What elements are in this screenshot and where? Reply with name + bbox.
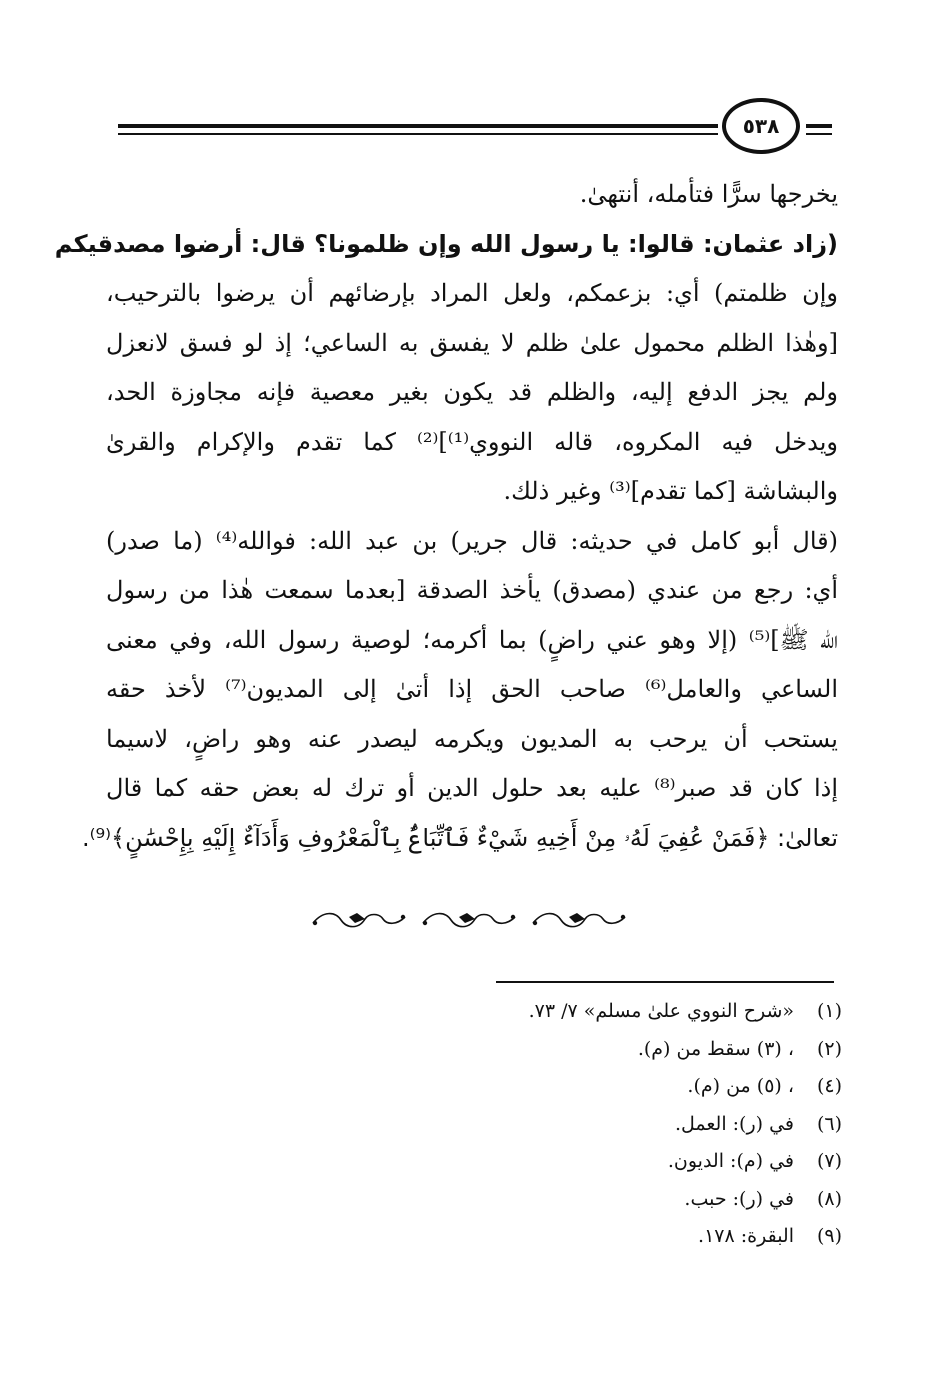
text-line-1: يخرجها سرًّا فتأمله، أنتهىٰ. [579, 180, 838, 208]
page-number: ٥٣٨ [742, 114, 780, 138]
footnote-item [442, 993, 842, 1031]
text-line-3: وإن ظلمتم) أي: بزعمكم، ولعل المراد بإرضائهم أن يرضوا بالترحيب، [106, 279, 838, 307]
text-line-4: [وهٰذا الظلم محمول علىٰ ظلم لا يفسق به الساعي؛ إذ لو فسق لانعزل [106, 328, 838, 357]
footnote-separator [496, 981, 834, 983]
ornament-flourish-icon [419, 905, 519, 935]
footnote-text: في (ر): حبب. [684, 1187, 794, 1210]
footnote-item [442, 1218, 842, 1256]
text-line-12: يستحب أن يرحب به المديون ويكرمه ليصدر عنه وهو راضٍ، لاسيما [106, 724, 838, 753]
footnote-text: في (م): الديون. [667, 1150, 794, 1172]
text-line-5: ولم يجز الدفع إليه، والظلم قد يكون بغير معصية فإنه مجاوزة الحد، [106, 378, 838, 406]
footnote-number: (٦) [816, 1112, 842, 1135]
footnote-item [442, 1106, 842, 1144]
text-line-13: إذا كان قد صبر⁽⁸⁾ عليه بعد حلول الدين أو ترك له بعض حقه كما قال [106, 774, 838, 802]
text-line-14: تعالىٰ: ﴿فَمَنْ عُفِيَ لَهُۥ مِنْ أَخِيهِ شَيْءٌ فَٱتِّبَاعٌۢ بِٱلْمَعْرُوفِ وَأَدَآءٌ إِلَيْهِ بِإِحْسَٰنٍ﴾⁽⁹⁾. [81, 823, 838, 852]
footnote-number: (٩) [816, 1225, 842, 1247]
footnote-item [442, 1143, 842, 1181]
page-header [118, 98, 832, 160]
section-divider-ornament [306, 900, 632, 940]
text-line-9: أي: رجع من عندي (مصدق) يأخذ الصدقة [بعدما سمعت هٰذا من رسول [106, 576, 838, 604]
footnotes [442, 993, 842, 1256]
footnote-number: (١) [816, 1000, 842, 1022]
footnote-item [442, 1068, 842, 1106]
header-rule-thick [118, 124, 718, 128]
header-rule-right-thick [806, 124, 832, 128]
body-text [54, 170, 839, 863]
header-rule-right-thin [806, 133, 832, 135]
footnote-number: (٤) [816, 1075, 842, 1097]
footnote-number: (٧) [816, 1150, 842, 1172]
footnote-text: البقرة: ١٧٨. [698, 1225, 794, 1247]
text-line-11: الساعي والعامل⁽⁶⁾ صاحب الحق إذا أتىٰ إلى المديون⁽⁷⁾ لأخذ حقه [106, 675, 838, 703]
footnote-text: ، (٥) من (م). [687, 1075, 794, 1097]
text-line-10: الله ﷺ]⁽⁵⁾ (إلا وهو عني راضٍ) بما أكرمه؛ لوصية رسول الله، وفي معنى [106, 625, 839, 654]
footnote-item [442, 1181, 842, 1219]
text-line-7: والبشاشة [كما تقدم]⁽³⁾ وغير ذلك. [503, 477, 838, 505]
text-line-8: (قال أبو كامل في حديثه: قال جرير) بن عبد الله: فوالله⁽⁴⁾ (ما صدر) [106, 526, 838, 555]
footnote-text: ، (٣) سقط من (م). [637, 1037, 794, 1060]
text-line-2: (زاد عثمان: قالوا: يا رسول الله وإن ظلمونا؟ قال: أرضوا مصدقيكم [54, 229, 838, 258]
footnote-text: في (ر): العمل. [674, 1112, 794, 1135]
page-number-frame [722, 98, 800, 154]
header-rule-thin [118, 133, 718, 135]
footnote-text: «شرح النووي علىٰ مسلم» ٧/ ٧٣. [528, 1000, 794, 1022]
footnote-item [442, 1031, 842, 1069]
footnote-number: (٨) [816, 1187, 842, 1210]
ornament-flourish-icon [309, 905, 409, 935]
footnote-number: (٢) [816, 1037, 842, 1060]
text-line-6: ويدخل فيه المكروه، قاله النووي⁽¹⁾]⁽²⁾ كما تقدم والإكرام والقرىٰ [106, 427, 838, 456]
ornament-flourish-icon [529, 905, 629, 935]
